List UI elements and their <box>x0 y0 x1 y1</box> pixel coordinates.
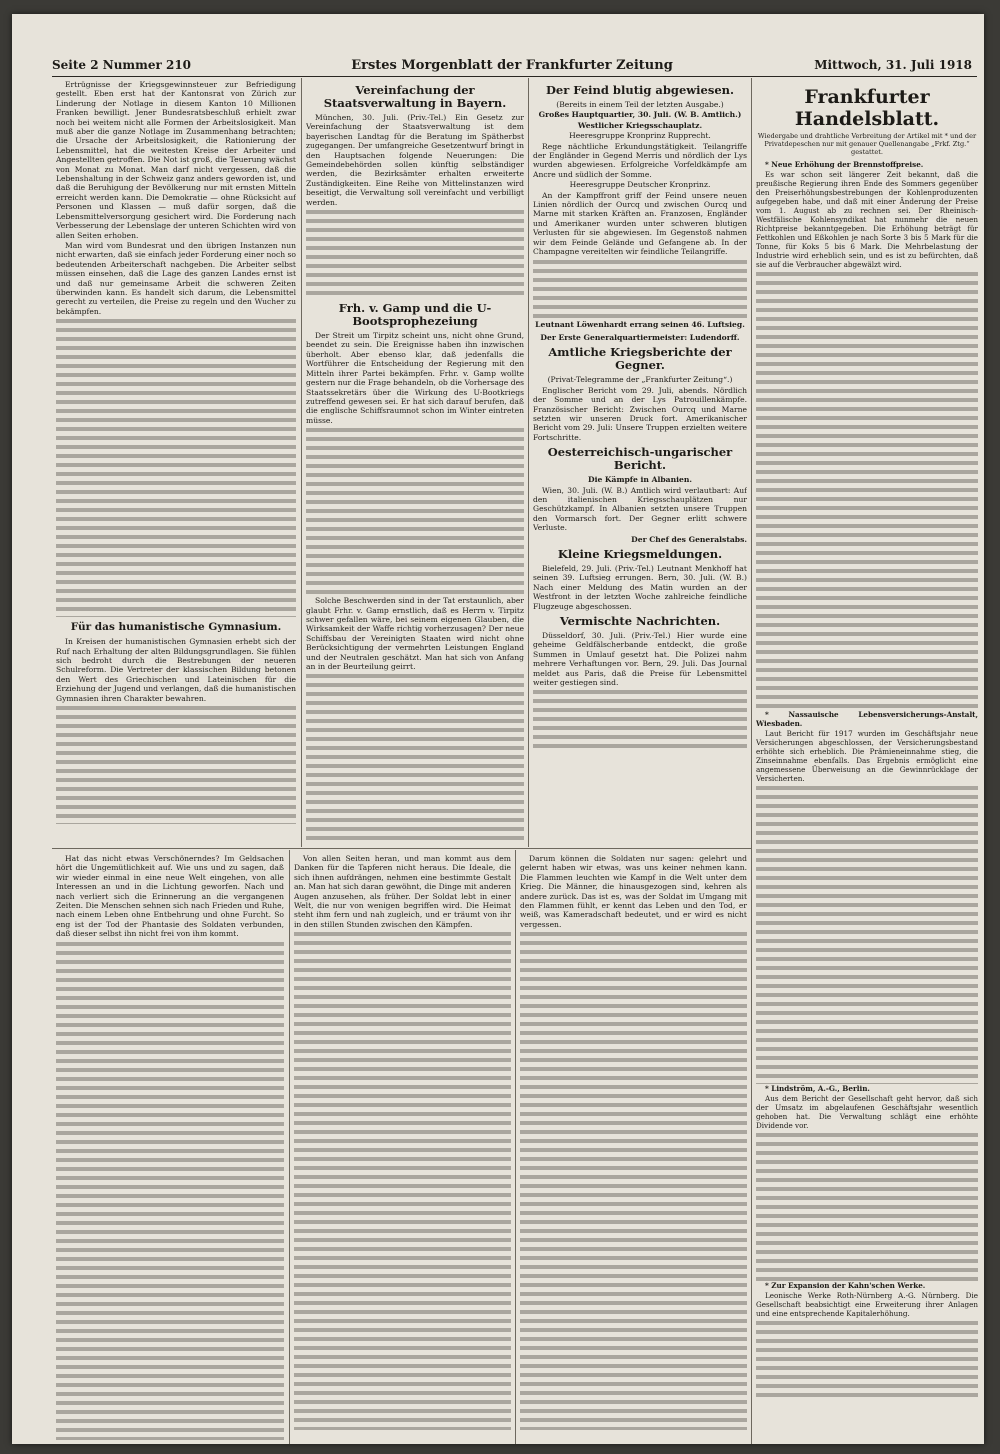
group-heading: Heeresgruppe Deutscher Kronprinz. <box>569 180 711 190</box>
column-divider <box>515 850 516 1444</box>
page-header <box>52 54 972 76</box>
text-continuation <box>306 426 524 596</box>
article-headline: Der Feind blutig abgewiesen. <box>545 83 735 97</box>
paper-title: Erstes Morgenblatt der Frankfurter Zeitung <box>351 58 673 73</box>
signature-line: Der Erste Generalquartiermeister: Ludendorff. <box>540 332 740 342</box>
theater-heading: Westlicher Kriegsschauplatz. <box>577 120 703 130</box>
column-divider <box>301 78 302 847</box>
text-continuation <box>533 688 747 748</box>
article-text: Bielefeld, 29. Juli. (Priv.-Tel.) Leutnant Menkhoff hat seinen 39. Luftsieg errungen. Bern, 30. Juli. (W. B.) Nach einer Meldung des Matin wurden an der Westfront in der letzten Woche zahlreiche feindliche Flugzeuge abgeschossen. <box>533 564 747 611</box>
column-divider <box>528 78 529 847</box>
article-headline: Frh. v. Gamp und die U-Bootsprophezeiung <box>338 301 492 329</box>
article-subline: (Privat-Telegramme der „Frankfurter Zeitung“.) <box>547 375 733 385</box>
article-text: Solche Beschwerden sind in der Tat erstaunlich, aber glaubt Frhr. v. Gamp ernstlich, daß es Herrn v. Tirpitz schwer gefallen wäre, bei seinem eigenen Glauben, die Wirksamkeit der Waffe richtig vorherzusagen? Der neue Schiffsbau der Vereinigten Staaten wird nicht ohne Berücksichtigung der vermehrten Leistungen England und der Neutralen geschätzt. Man hat sich von Anfang an in der Beurteilung geirrt. <box>306 596 524 671</box>
article-text: Der Streit um Tirpitz scheint uns, nicht ohne Grund, beendet zu sein. Die Ereignisse haben ihn inzwischen überholt. Aber ebenso klar, daß jedenfalls die Wortführer die Entscheidung der Regierung mit den Mitteln ihrer Partei bekämpfen. Frhr. v. Gamp wollte gestern nur die Frage behandeln, ob die Vorhersage des Staatssekretärs über die Wirkung des U-Bootkriegs zutreffend gewesen sei. Er hat sich darauf berufen, daß die englische Schiffsraumnot schon im Winter eintreten müsse. <box>306 331 524 425</box>
article-text: Ertrügnisse der Kriegsgewinnsteuer zur Befriedigung gestellt. Eben erst hat der Kantonsrat von Zürich zur Linderung der Notlage in diesem Kanton 10 Millionen Franken bewilligt. Jener Bundesratsbeschluß erhielt zwar noch bei weitem nicht alle Formen der Arbeitslosigkeit. Man muß aber die ganze Notlage im Zusammenhang betrachten; die Ursache der Arbeitslosigkeit, die Rationierung der Lebensmittel, hat die weitesten Kreise der Arbeiter und Angestellten getroffen. Die Not ist groß, die Teuerung wächst von Monat zu Monat. Man darf nicht vergessen, daß die Lebenshaltung in der Schweiz ganz anders geworden ist, und daß die Beruhigung der Bevölkerung nur mit ernsten Mitteln erreicht werden kann. Die Demokratie — ohne Rücksicht auf Personen und Klassen — muß dafür sorgen, daß die Lebensmittelversorgung gesichert wird. Die Forderung nach Verbesserung der Lebenslage der unteren Schichten wird von allen Seiten erhoben. <box>56 80 296 240</box>
text-continuation <box>756 1319 978 1399</box>
article-text: Düsseldorf, 30. Juli. (Priv.-Tel.) Hier wurde eine geheime Geldfälscherbande entdeckt, die große Summen in Umlauf gesetzt hat. Die Polizei nahm mehrere Verhaftungen vor. Bern, 29. Juli. Das Journal meldet aus Paris, daß die Preise für Lebensmittel weiter gestiegen sind. <box>533 631 747 688</box>
text-continuation <box>56 704 296 824</box>
text-continuation <box>56 940 284 1440</box>
text-continuation <box>56 317 296 617</box>
column-3 <box>533 80 747 842</box>
article-text: In Kreisen der humanistischen Gymnasien erhebt sich der Ruf nach Erhaltung der alten Bildungsgrundlagen. Sie fühlen sich bedroht durch die Bestrebungen der neueren Schulreform. Die Vertreter der klassischen Bildung betonen den Wert des Griechischen und Lateinischen für die Erziehung der Jugend und verlangen, daß die humanistischen Gymnasien ihren Charakter bewahren. <box>56 637 296 703</box>
page-number: Seite 2 Nummer 210 <box>52 58 192 72</box>
text-continuation <box>294 930 511 1430</box>
text-continuation <box>306 208 524 298</box>
article-headline: * Zur Expansion der Kahn'schen Werke. <box>765 1281 926 1290</box>
article-text: Von allen Seiten heran, und man kommt aus dem Danken für die Tapferen nicht heraus. Die Ideale, die sich ihnen aufdrängen, nehmen eine bestimmte Gestalt an. Man hat sich daran gewöhnt, die Dinge mit anderen Augen anzusehen, als früher. Der Soldat lebt in einer Welt, die nur von wenigen begriffen wird. Die Heimat steht ihm fern und nah zugleich, und er träumt von ihr in den stillen Stunden zwischen den Kämpfen. <box>294 854 511 929</box>
text-continuation <box>756 1131 978 1281</box>
article-text: An der Kampffront griff der Feind unsere neuen Linien nördlich der Ourcq und zwischen Ourcq und Marne mit starken Kräften an. Franzosen, Engländer und Amerikaner wurden unter schweren blutigen Verlusten für sie abgewiesen. Im Gegenstoß nahmen wir dem Feinde Gelände und Gefangene ab. In der Champagne vereitelten wir feindliche Teilangriffe. <box>533 190 747 257</box>
text-continuation <box>533 258 747 318</box>
article-text: Rege nächtliche Erkundungstätigkeit. Teilangriffe der Engländer in Gegend Merris und nördlich der Lys wurden abgewiesen. Erfolgreiche Vorfeldkämpfe am Ancre und südlich der Somme. <box>533 141 747 179</box>
issue-date: Mittwoch, 31. Juli 1918 <box>814 58 972 72</box>
feuilleton-column-3 <box>520 854 747 1440</box>
feuilleton-column-2 <box>294 854 511 1440</box>
column-4 <box>756 80 978 1440</box>
article-headline: Vermischte Nachrichten. <box>559 614 721 629</box>
masthead-note: Wiedergabe und drahtliche Verbreitung der Artikel mit * und der Privatdepeschen nur mit genauer Quellenangabe „Frkf. Ztg.“ gestattet. <box>757 132 977 156</box>
text-continuation <box>520 930 747 1430</box>
column-2 <box>306 80 524 842</box>
article-text: Man wird vom Bundesrat und den übrigen Instanzen nun nicht erwarten, daß sie einfach jeder Forderung einer noch so bedeutenden Arbeiterschaft nachgeben. Die Arbeiter selbst müssen einsehen, daß die Lage des ganzen Landes ernst ist und daß nur gemeinsame Arbeit die schweren Zeiten überwinden kann. Es handelt sich darum, die Lebensmittel gerecht zu verteilen, die Preise zu regeln und den Wucher zu bekämpfen. <box>56 240 296 316</box>
article-headline: * Lindström, A.-G., Berlin. <box>765 1084 870 1093</box>
text-continuation <box>756 270 978 710</box>
article-headline: Für das humanistische Gymnasium. <box>70 621 282 634</box>
handelsblatt-masthead: Frankfurter Handelsblatt. <box>794 86 940 130</box>
article-subline: Die Kämpfe in Albanien. <box>587 475 692 485</box>
section-divider <box>52 848 751 849</box>
group-heading: Heeresgruppe Kronprinz Rupprecht. <box>569 131 711 141</box>
column-1 <box>56 80 296 842</box>
article-headline: Oesterreichisch-ungarischer Bericht. <box>547 445 733 473</box>
signature-line: Leutnant Löwenhardt errang seinen 46. Luftsieg. <box>535 319 745 329</box>
article-text: Leonische Werke Roth-Nürnberg A.-G. Nürnberg. Die Gesellschaft beabsichtigt eine Erweiterung ihrer Anlagen und eine entsprechende Kapitalerhöhung. <box>756 1291 978 1318</box>
article-text: München, 30. Juli. (Priv.-Tel.) Ein Gesetz zur Vereinfachung der Staatsverwaltung ist dem bayerischen Landtag für die Beratung im Spätherbst zugegangen. Der umfangreiche Gesetzentwurf bringt in den Hauptsachen folgende Neuerungen: Die Gemeindebehörden sollen künftig selbständiger werden, die Bezirksämter erhalten erweiterte Zuständigkeiten. Eine Reihe von Mittelinstanzen wird beseitigt, die Verwaltung soll vereinfacht und verbilligt werden. <box>306 113 524 207</box>
article-text: Aus dem Bericht der Gesellschaft geht hervor, daß sich der Umsatz im abgelaufenen Geschäftsjahr wesentlich gehoben hat. Die Verwaltung schlägt eine erhöhte Dividende vor. <box>756 1094 978 1130</box>
column-divider <box>751 78 752 1444</box>
article-headline: Amtliche Kriegsberichte der Gegner. <box>548 345 732 373</box>
article-headline: Kleine Kriegsmeldungen. <box>557 547 723 561</box>
feuilleton-column-1 <box>56 854 284 1440</box>
dateline: Großes Hauptquartier, 30. Juli. (W. B. Amtlich.) <box>538 110 742 120</box>
article-subline: (Bereits in einem Teil der letzten Ausgabe.) <box>556 100 724 109</box>
text-continuation <box>756 784 978 1084</box>
article-text: Es war schon seit längerer Zeit bekannt, daß die preußische Regierung ihren Ende des Sommers gegenüber den Preiserhöhungsbestrebungen der Kohlenproduzenten aufgegeben habe, und daß mit einer Änderung der Preise vom 1. August ab zu rechnen sei. Der Rheinisch-Westfälische Kohlensyndikat hat nunmehr die neuen Richtpreise bekanntgegeben. Die Erhöhung beträgt für Fettkohlen und Eßkohlen je nach Sorte 3 bis 5 Mark für die Tonne, für Koks 5 bis 6 Mark. Die Mehrbelastung der Industrie wird erheblich sein, und es ist zu befürchten, daß sie auf die Verbraucher abgewälzt wird. <box>756 170 978 269</box>
article-headline: * Nassauische Lebensversicherungs-Anstalt, Wiesbaden. <box>756 710 978 728</box>
article-text: Wien, 30. Juli. (W. B.) Amtlich wird verlautbart: Auf den italienischen Kriegsschauplätzen nur Geschützkampf. In Albanien setzten unsere Truppen den Vormarsch fort. Der Gegner erlitt schwere Verluste. <box>533 485 747 533</box>
article-text: Hat das nicht etwas Verschönerndes? Im Geldsachen hört die Ungemütlichkeit auf. Wie uns und zu sagen, daß wir wieder einmal in eine neue Welt eingehen, von alle Interessen an und in die Lichtung geworfen. Nach und nach verliert sich die Erinnerung an die vergangenen Zeiten. Die Menschen sehnen sich nach Frieden und Ruhe, nach einem Leben ohne Entbehrung und ohne Furcht. So eng ist der Tod der Phantasie des Soldaten verbunden, daß dieser selbst ihn nicht frei von ihm kommt. <box>56 854 284 939</box>
article-text: Darum können die Soldaten nur sagen: gelehrt und gelernt haben wir etwas, was uns keiner nehmen kann. Die Flammen leuchten wie Kampf in die Welt unter dem Krieg. Die Männer, die hinausgezogen sind, kehren als andere zurück. Das ist es, was der Soldat im Umgang mit den Flammen fühlt, er kennt das Leben und den Tod, er weiß, was Kameradschaft bedeutet, und er wird es nicht vergessen. <box>520 854 747 929</box>
newspaper-page <box>12 14 984 1444</box>
header-rule <box>52 76 977 77</box>
signature-line: Der Chef des Generalstabs. <box>631 534 747 544</box>
article-headline: Vereinfachung der Staatsverwaltung in Bayern. <box>323 83 507 110</box>
article-text: Laut Bericht für 1917 wurden im Geschäftsjahr neue Versicherungen abgeschlossen, der Versicherungsbestand erhöhte sich erheblich. Die Prämieneinnahme stieg, die Zinseinnahme ebenfalls. Das Ergebnis ermöglicht eine angemessene Überweisung an die Gewinnrücklage der Versicherten. <box>756 729 978 783</box>
article-headline: * Neue Erhöhung der Brennstoffpreise. <box>765 160 924 169</box>
text-continuation <box>306 672 524 842</box>
column-divider <box>289 850 290 1444</box>
article-text: Englischer Bericht vom 29. Juli, abends. Nördlich der Somme und an der Lys Patrouillenkämpfe. Französischer Bericht: Zwischen Ourcq und Marne setzten wir unseren Druck fort. Amerikanischer Bericht vom 29. Juli: Unsere Truppen erzielten weitere Fortschritte. <box>533 385 747 442</box>
